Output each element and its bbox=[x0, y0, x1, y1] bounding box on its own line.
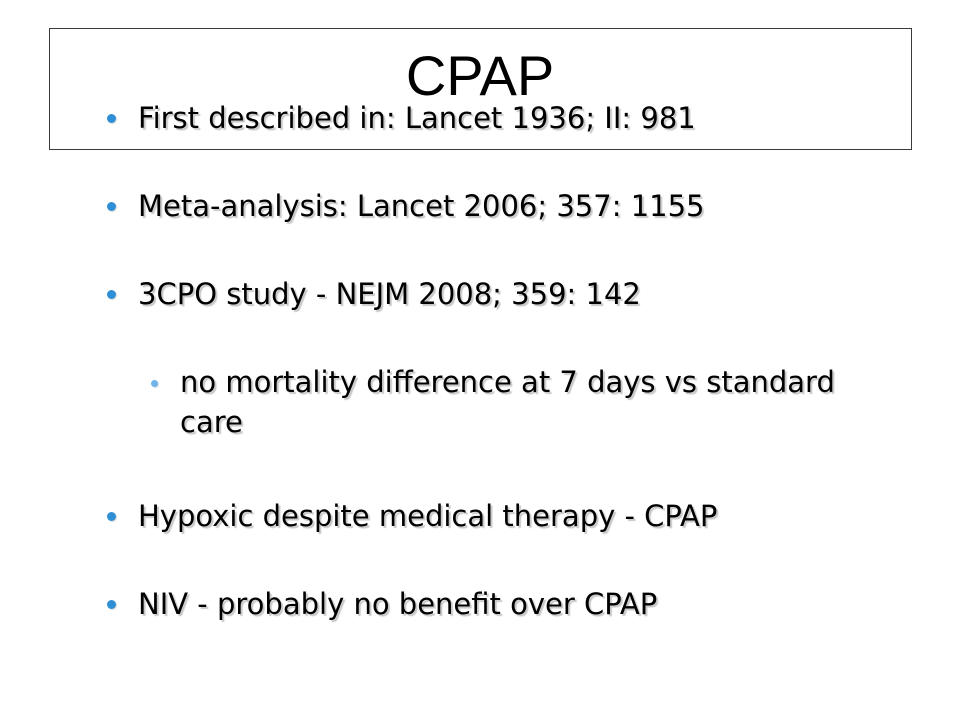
bullet-item: NIV - probably no benefit over CPAP bbox=[138, 587, 658, 621]
bullet-marker-icon bbox=[107, 290, 116, 299]
bullet-marker-icon bbox=[107, 512, 116, 521]
bullet-marker-icon bbox=[107, 202, 116, 211]
bullet-item: 3CPO study - NEJM 2008; 359: 142 bbox=[138, 277, 641, 311]
bullet-item: First described in: Lancet 1936; II: 981 bbox=[138, 101, 696, 135]
sub-bullet-marker-icon bbox=[151, 380, 158, 387]
slide-title: CPAP bbox=[405, 44, 555, 107]
sub-bullet-item: no mortality difference at 7 days vs standard care bbox=[180, 365, 835, 439]
bullet-item: Hypoxic despite medical therapy - CPAP bbox=[138, 499, 718, 533]
bullet-item: Meta-analysis: Lancet 2006; 357: 1155 bbox=[138, 189, 705, 223]
bullet-marker-icon bbox=[107, 600, 116, 609]
bullet-marker-icon bbox=[107, 114, 116, 123]
